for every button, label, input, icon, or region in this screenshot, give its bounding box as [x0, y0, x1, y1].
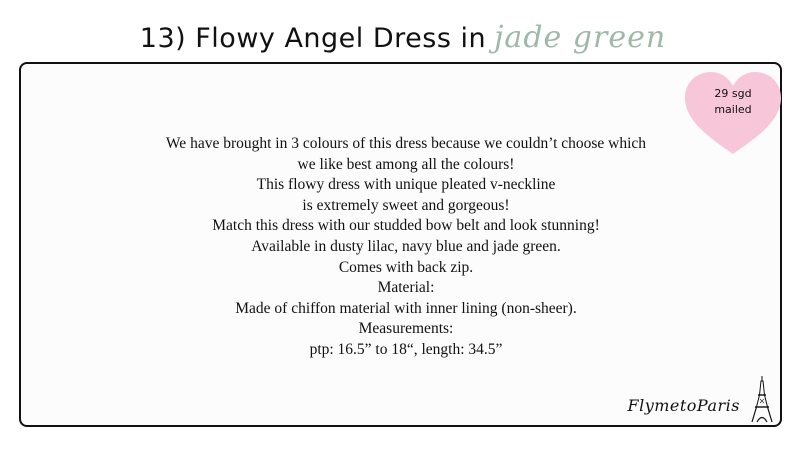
title-accent: jade green — [494, 20, 667, 55]
brand-logo: FlymetoParis — [627, 396, 740, 415]
description-line: Available in dusty lilac, navy blue and jade green. — [251, 237, 561, 255]
description-line: Measurements: — [358, 320, 454, 338]
product-description — [81, 134, 731, 361]
product-card — [19, 62, 782, 427]
eiffel-tower-icon — [750, 375, 774, 423]
description-line: Comes with back zip. — [338, 258, 474, 276]
price-text — [683, 86, 783, 118]
description-line: ptp: 16.5” to 18“, length: 34.5” — [309, 340, 503, 358]
description-line: Match this dress with our studded bow belt and look stunning! — [212, 217, 600, 235]
description-line: We have brought in 3 colours of this dress because we couldn’t choose which — [165, 135, 647, 152]
description-line: This flowy dress with unique pleated v-neckline — [256, 176, 556, 194]
price-amount: 29 sgd — [714, 87, 752, 100]
description-line: we like best among all the colours! — [297, 155, 515, 173]
description-line: Material: — [377, 279, 435, 297]
description-line: Made of chiffon material with inner lining (non-sheer). — [235, 299, 577, 317]
description-line: is extremely sweet and gorgeous! — [302, 196, 510, 214]
price-shipping: mailed — [714, 103, 752, 116]
title-main: 13) Flowy Angel Dress in — [139, 23, 487, 54]
page-title — [0, 20, 806, 64]
